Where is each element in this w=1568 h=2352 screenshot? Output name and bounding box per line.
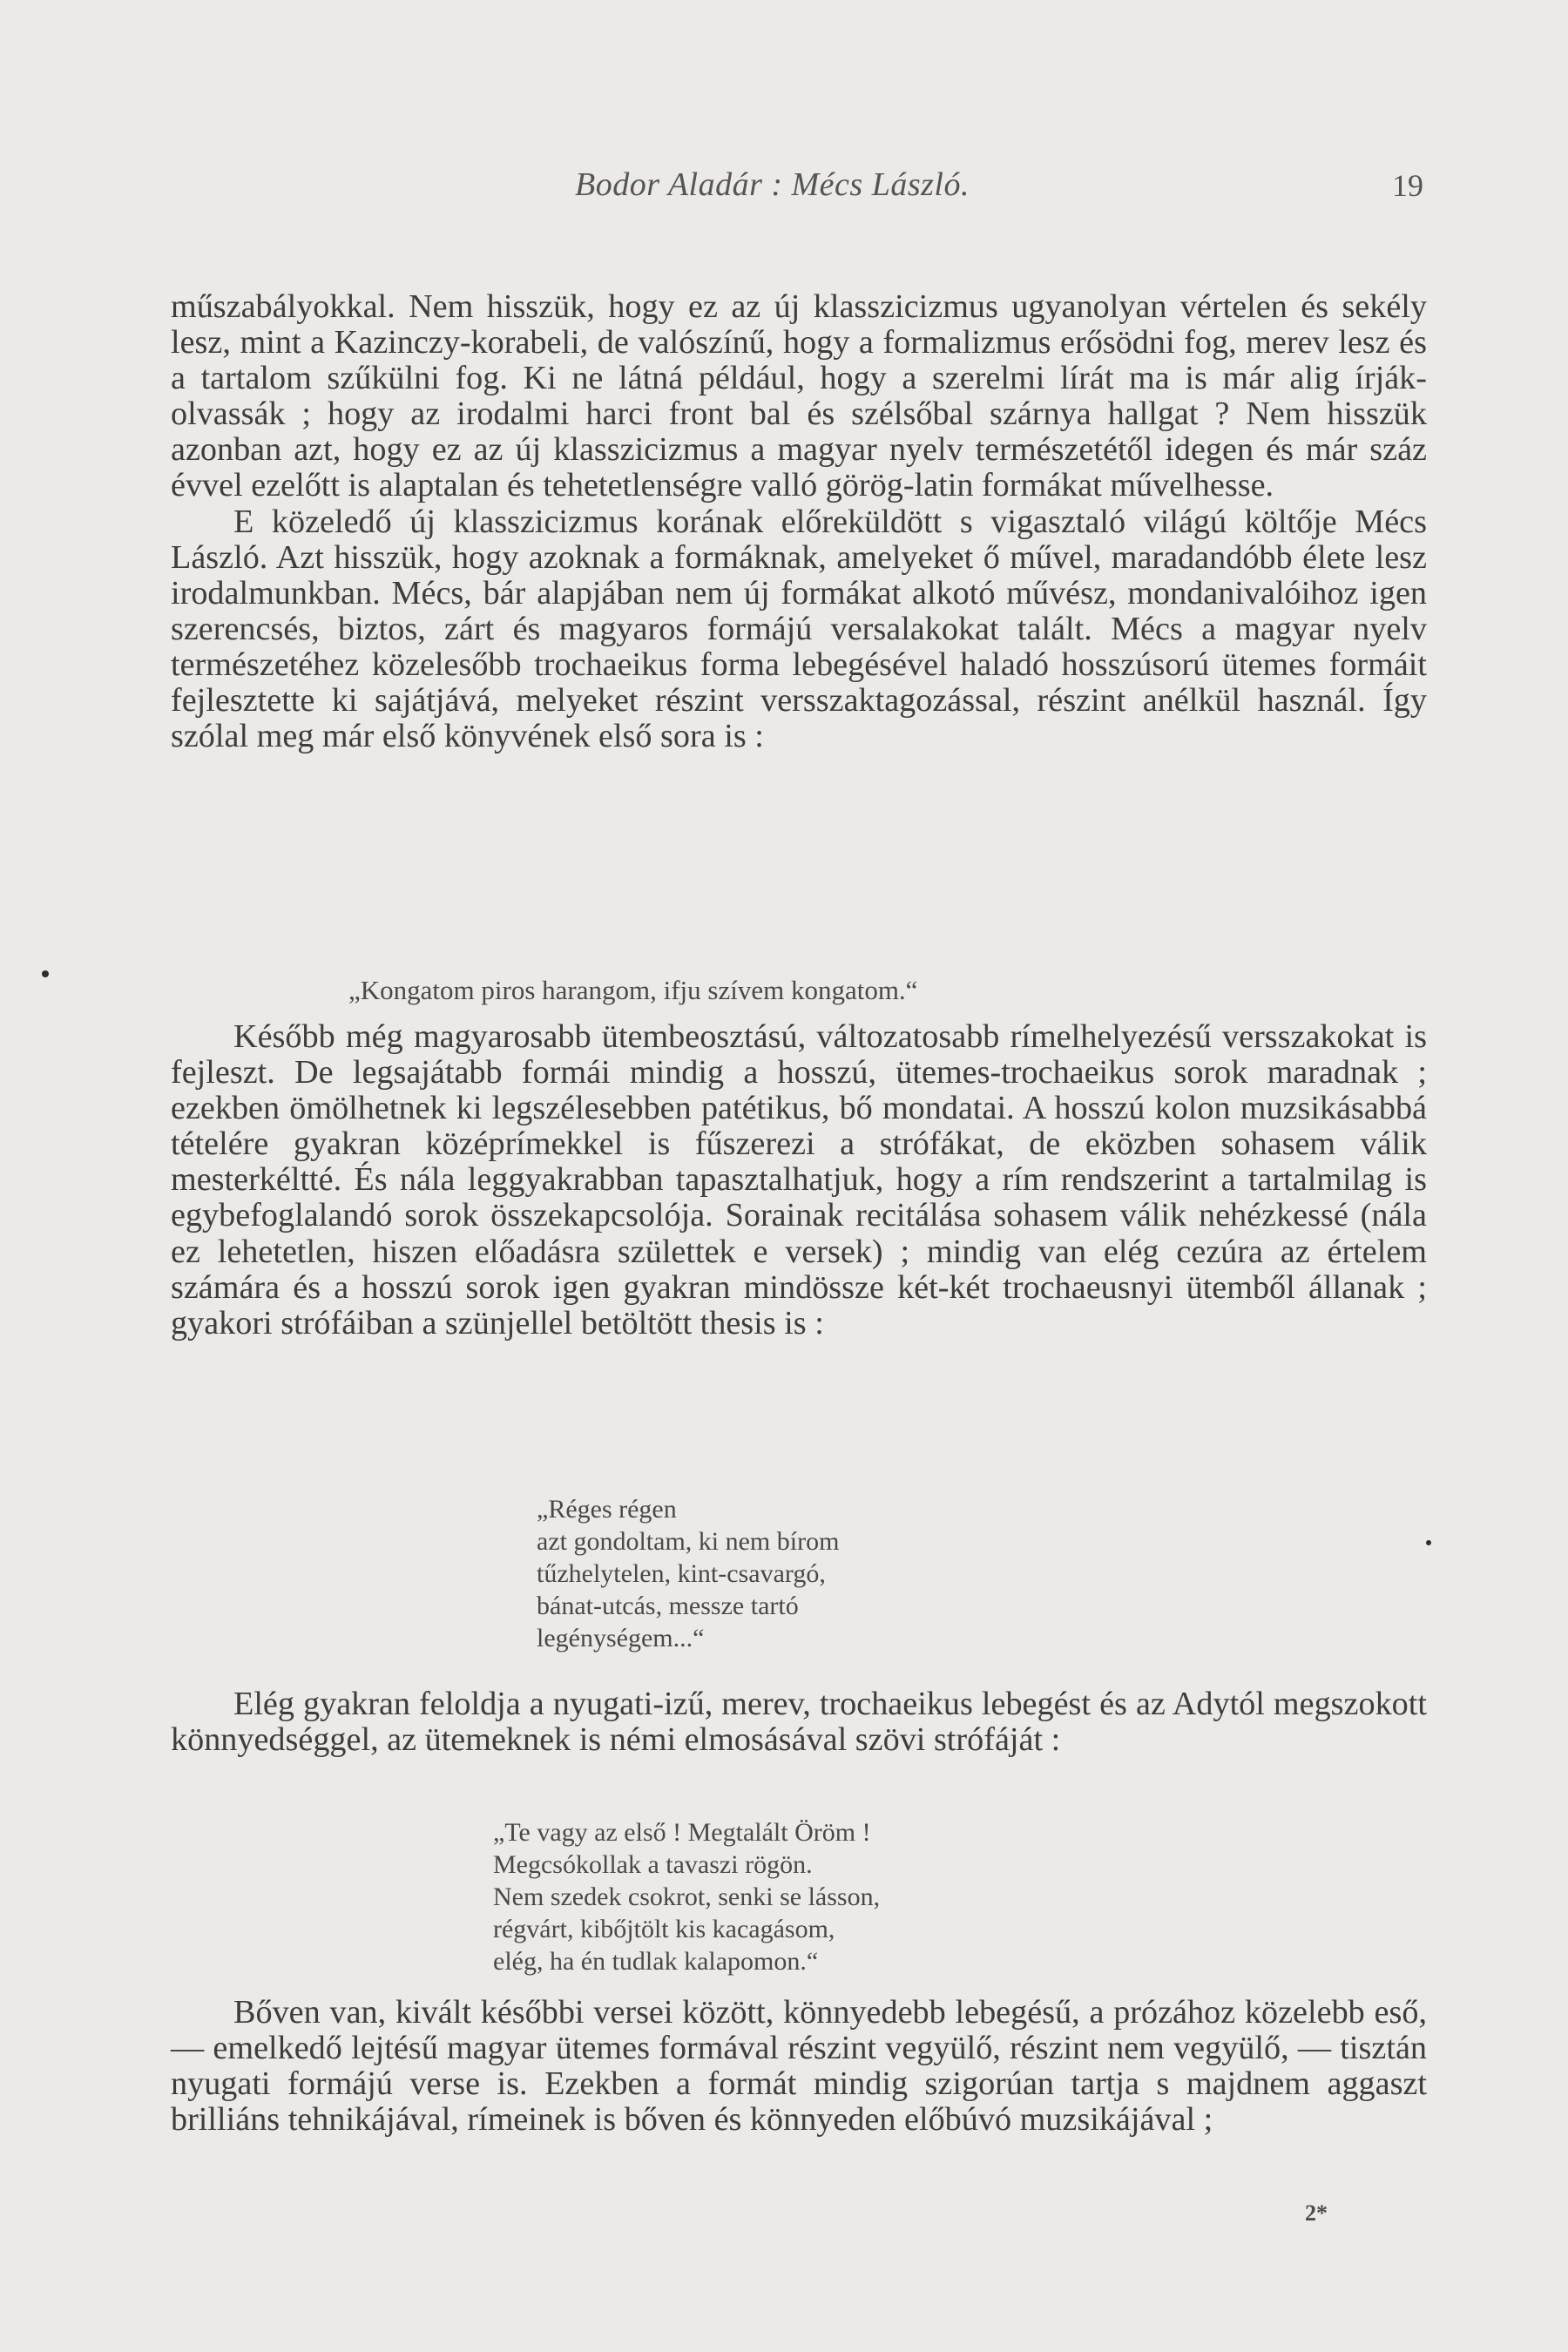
paragraph-2: E közeledő új klasszicizmus korának előreküldött s vigasztaló világú költője Mécs László. Azt hisszük, hogy azoknak a formáknak, amelyeket ő művel, maradandóbb élete lesz irodalmunkban. Mécs, bár alapjában nem új formákat alkotó művész, mondanivalóihoz igen szerencsés, biztos, zárt és magyaros formájú versalakokat talált. Mécs a magyar nyelv természetéhez közelesőbb trochaeikus forma lebegésével haladó hosszúsorú ütemes formáit fejlesztette ki sajátjává, melyeket részint versszaktagozással, részint anélkül használ. Így szólal meg már első könyvének első sora is : bbox=[171, 503, 1427, 755]
verse-line: elég, ha én tudlak kalapomon.“ bbox=[493, 1947, 819, 1976]
verse-quotation-1 bbox=[537, 1493, 839, 1654]
signature-mark: 2* bbox=[1305, 2200, 1328, 2226]
text-block-2 bbox=[171, 1019, 1427, 1342]
verse-line: azt gondoltam, ki nem bírom bbox=[537, 1527, 840, 1556]
text-block-4 bbox=[171, 1995, 1427, 2138]
page-number: 19 bbox=[1392, 168, 1423, 203]
verse-line: Nem szedek csokrot, senki se lásson, bbox=[493, 1882, 881, 1911]
ink-speck bbox=[1426, 1540, 1431, 1545]
verse-line: Megcsókollak a tavaszi rögön. bbox=[493, 1850, 813, 1879]
paragraph-4: Elég gyakran feloldja a nyugati-izű, merev, trochaeikus lebegést és az Adytól megszokott könnyedséggel, az ütemeknek is némi elmosásával szövi strófáját : bbox=[171, 1686, 1427, 1759]
verse-line: tűzhelytelen, kint-csavargó, bbox=[537, 1559, 826, 1588]
verse-line: legénységem...“ bbox=[537, 1624, 705, 1652]
text-block-3 bbox=[171, 1686, 1427, 1758]
verse-line: bánat-utcás, messze tartó bbox=[537, 1592, 799, 1620]
ink-speck bbox=[42, 970, 49, 977]
running-title: Bodor Aladár : Mécs László. bbox=[575, 166, 970, 203]
paragraph-3: Később még magyarosabb ütembeosztású, változatosabb rímelhelyezésű versszakokat is fejleszt. De legsajátabb formái mindig a hosszú, ütemes-trochaeikus sorok maradnak ; ezekben ömölhetnek ki legszélesebben patétikus, bő mondatai. A hosszú kolon muzsikásabbá tételére gyakran középrímekkel is fűszerezi a strófákat, de eközben sohasem válik mesterkéltté. És nála leggyakrabban tapasztalhatjuk, hogy a rím rendszerint a tartalmilag is egybefoglalandó sorok összekapcsolója. Sorainak recitálása sohasem válik nehézkessé (nála ez lehetetlen, hiszen előadásra születtek e versek) ; mindig van elég cezúra az értelem számára és a hosszú sorok igen gyakran mindössze két-két trochaeusnyi ütemből állanak ; gyakori strófáiban a szünjellel betöltött thesis is : bbox=[171, 1018, 1427, 1342]
verse-line: „Réges régen bbox=[537, 1495, 677, 1524]
text-block-1 bbox=[171, 289, 1427, 754]
quoted-verse-line: „Kongatom piros harangom, ifju szívem kongatom.“ bbox=[348, 975, 918, 1005]
paragraph-1: műszabályokkal. Nem hisszük, hogy ez az új klasszicizmus ugyanolyan vértelen és sekély lesz, mint a Kazinczy-korabeli, de valószínű, hogy a formalizmus erősödni fog, merev lesz és a tartalom szűkülni fog. Ki ne látná például, hogy a szerelmi lírát ma is már alig írják-olvassák ; hogy az irodalmi harci front bal és szélsőbal szárnya hallgat ? Nem hisszük azonban azt, hogy ez az új klasszicizmus a magyar nyelv természetétől idegen és már száz évvel ezelőtt is alaptalan és tehetetlenségre valló görög-latin formákat művelhesse. bbox=[171, 288, 1427, 504]
paragraph-5: Bőven van, kivált későbbi versei között, könnyedebb lebegésű, a prózához közelebb eső, — emelkedő lejtésű magyar ütemes formával részint vegyülő, részint nem vegyülő, — tisztán nyugati formájú verse is. Ezekben a formát mindig szigorúan tartja s majdnem aggaszt brilliáns tehnikájával, rímeinek is bőven és könnyeden előbúvó muzsikájával ; bbox=[171, 1994, 1427, 2139]
verse-quotation-2 bbox=[493, 1816, 880, 1977]
verse-line: „Te vagy az első ! Megtalált Öröm ! bbox=[493, 1818, 871, 1847]
verse-line: régvárt, kibőjtölt kis kacagásom, bbox=[493, 1915, 835, 1943]
